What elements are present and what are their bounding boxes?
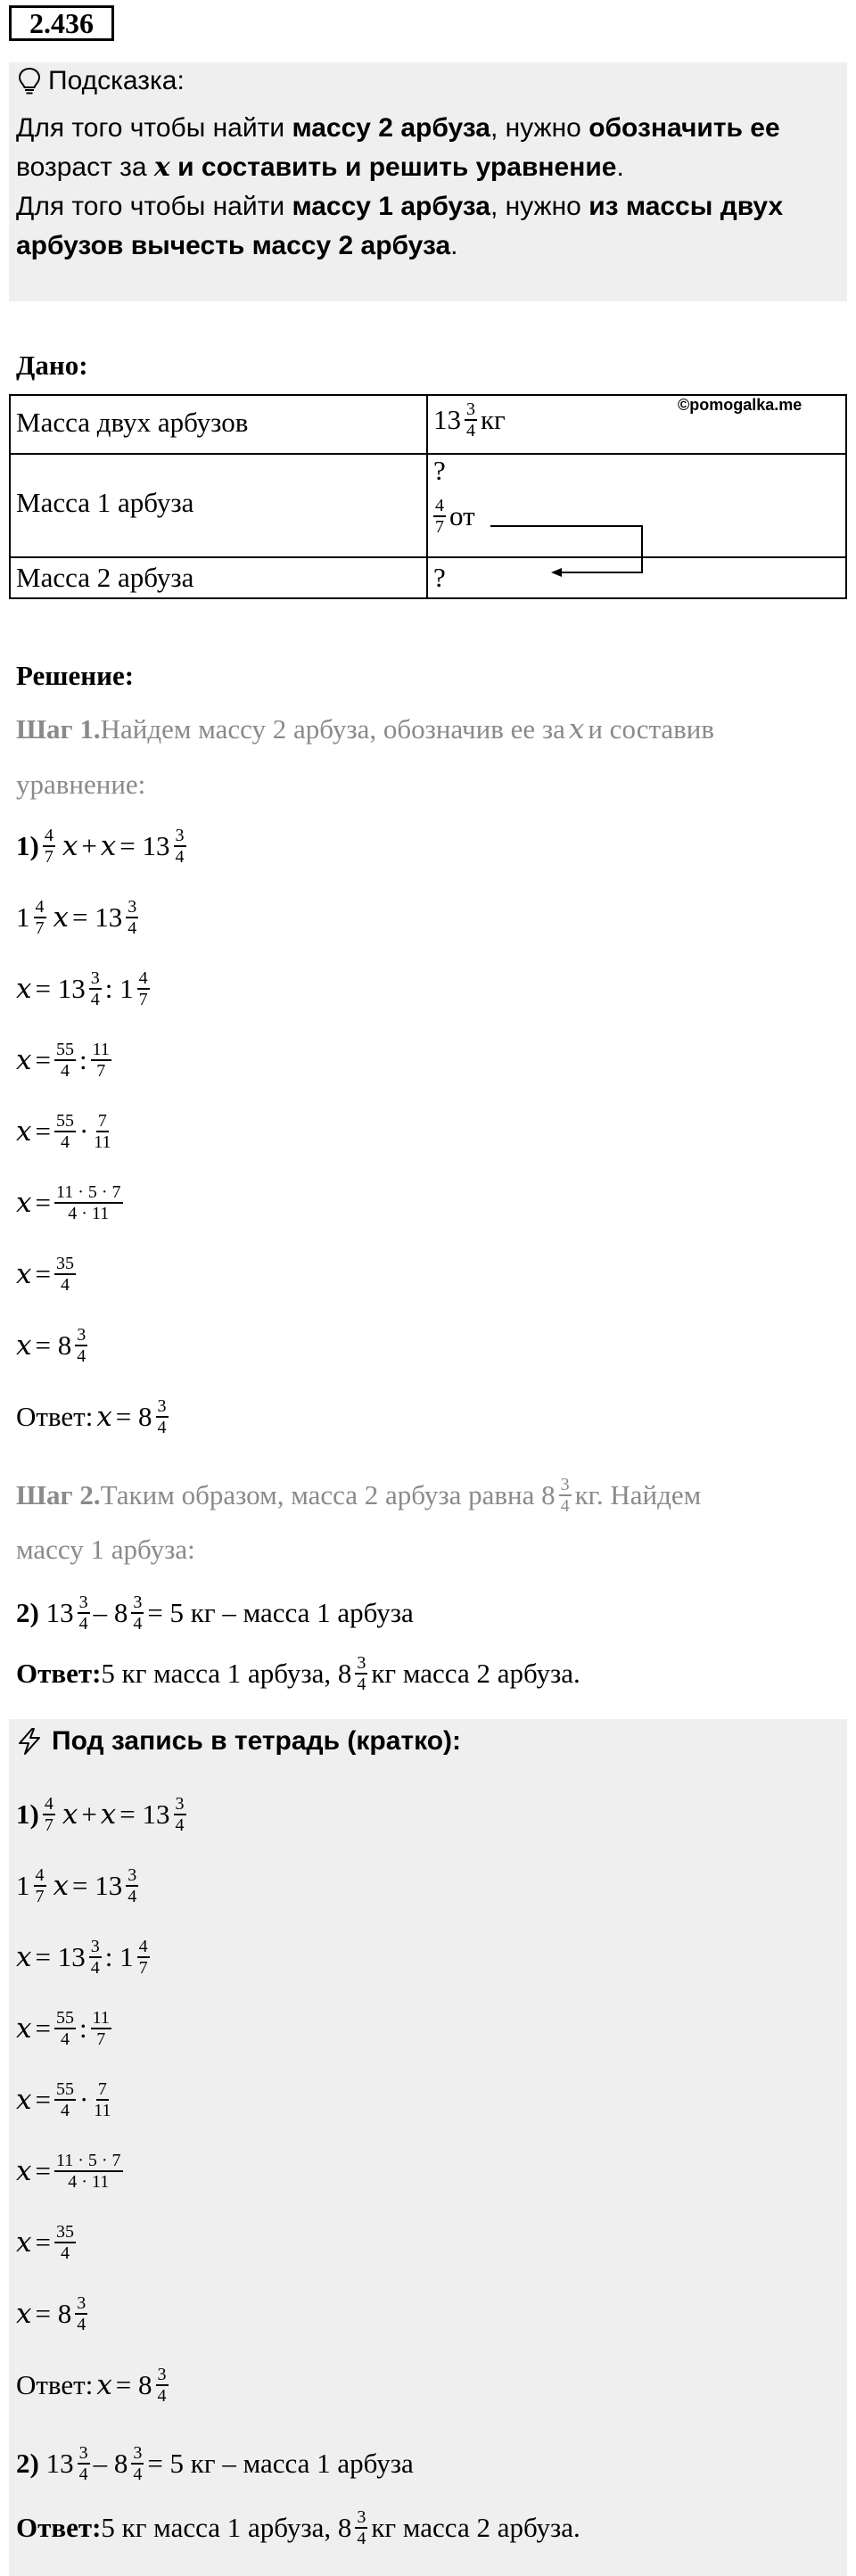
notes-header — [16, 1726, 461, 1757]
hint-line-3: Для того чтобы найти массу 1 арбуза, нужно из массы двух — [16, 192, 784, 221]
eq-3: x = 13 $\frac{3}{4}$ : 1 $\frac{4}{7}$ — [16, 968, 148, 1009]
eq-4: x = $\frac{55}{4}$ : $\frac{11}{7}$ — [16, 1040, 110, 1081]
hint-line-1: Для того чтобы найти массу 2 арбуза, нужно обозначить ее — [16, 113, 780, 143]
eq-9: 2) 13 $\frac{3}{4}$ – 8 $\frac{3}{4}$ = 5 кг – масса 1 арбуза — [16, 1593, 414, 1634]
eq-7: x = $\frac{35}{4}$ — [16, 1254, 74, 1295]
eq-1: 1) $\frac{4}{7}$ x + x = 13 $\frac{3}{4}$ — [16, 826, 185, 867]
eq-5: x = $\frac{55}{4}$ · $\frac{7}{11}$ — [16, 1111, 111, 1152]
notes-final-answer: Ответ: 5 кг масса 1 арбуза, 8 $\frac{3}{4}$ кг масса 2 арбуза. — [16, 2507, 580, 2548]
notes-step1-answer: Ответ: x = 8 $\frac{3}{4}$ — [16, 2365, 167, 2406]
row1-label: Масса двух арбузов — [16, 407, 249, 438]
row2-label: Масса 1 арбуза — [16, 487, 194, 518]
hint-title: Подсказка: — [48, 66, 185, 95]
hint-header — [18, 66, 185, 96]
notes-eq-6: x = $\frac{11 \cdot 5 \cdot 7}{4 \cdot 11}$ — [16, 2151, 121, 2192]
hint-line-4: арбузов вычесть массу 2 арбуза. — [16, 231, 458, 260]
step2-line: Шаг 2. Таким образом, масса 2 арбуза равна 8 $\frac{3}{4}$ кг. Найдем — [16, 1475, 702, 1516]
eq-2: 1 $\frac{4}{7}$ x = 13 $\frac{3}{4}$ — [16, 897, 137, 938]
row2-value: $\frac{4}{7}$ от — [435, 496, 475, 537]
notes-eq-4: x = $\frac{55}{4}$ : $\frac{11}{7}$ — [16, 2008, 110, 2049]
relation-arrow — [482, 517, 651, 580]
hint-line-2: возраст за x и составить и решить уравнение. — [16, 152, 624, 183]
row3-question: ? — [433, 562, 446, 593]
lightning-icon — [16, 1727, 43, 1756]
task-number: 2.436 — [9, 5, 114, 41]
row1-value: 13 $\frac{3}{4}$ кг — [433, 399, 506, 440]
notes-title: Под запись в тетрадь (кратко): — [52, 1726, 462, 1756]
notes-eq-2: 1 $\frac{4}{7}$ x = 13 $\frac{3}{4}$ — [16, 1865, 137, 1906]
watermark: ©pomogalka.me — [678, 396, 802, 414]
step1-answer: Ответ: x = 8 $\frac{3}{4}$ — [16, 1396, 167, 1437]
notes-eq-7: x = $\frac{35}{4}$ — [16, 2222, 74, 2263]
notes-eq-9: 2) 13 $\frac{3}{4}$ – 8 $\frac{3}{4}$ = 5 кг – масса 1 арбуза — [16, 2443, 414, 2484]
eq-8: x = 8 $\frac{3}{4}$ — [16, 1325, 86, 1366]
row3-label: Масса 2 арбуза — [16, 562, 194, 593]
notes-eq-3: x = 13 $\frac{3}{4}$ : 1 $\frac{4}{7}$ — [16, 1937, 148, 1978]
final-answer: Ответ: 5 кг масса 1 арбуза, 8 $\frac{3}{4}$ кг масса 2 арбуза. — [16, 1653, 580, 1694]
lightbulb-icon — [18, 67, 41, 95]
step2-line-2: массу 1 арбуза: — [16, 1534, 195, 1565]
notes-eq-8: x = 8 $\frac{3}{4}$ — [16, 2293, 86, 2334]
row2-question: ? — [433, 455, 446, 486]
solution-title: Решение: — [16, 660, 135, 691]
notes-eq-1: 1) $\frac{4}{7}$ x + x = 13 $\frac{3}{4}$ — [16, 1794, 185, 1835]
given-title: Дано: — [16, 350, 88, 381]
step1-line-2: уравнение: — [16, 769, 146, 800]
eq-6: x = $\frac{11 \cdot 5 \cdot 7}{4 \cdot 11}$ — [16, 1182, 121, 1223]
step1-line: Шаг 1. Найдем массу 2 арбуза, обозначив ее за x и составив — [16, 713, 715, 745]
notes-eq-5: x = $\frac{55}{4}$ · $\frac{7}{11}$ — [16, 2079, 111, 2120]
